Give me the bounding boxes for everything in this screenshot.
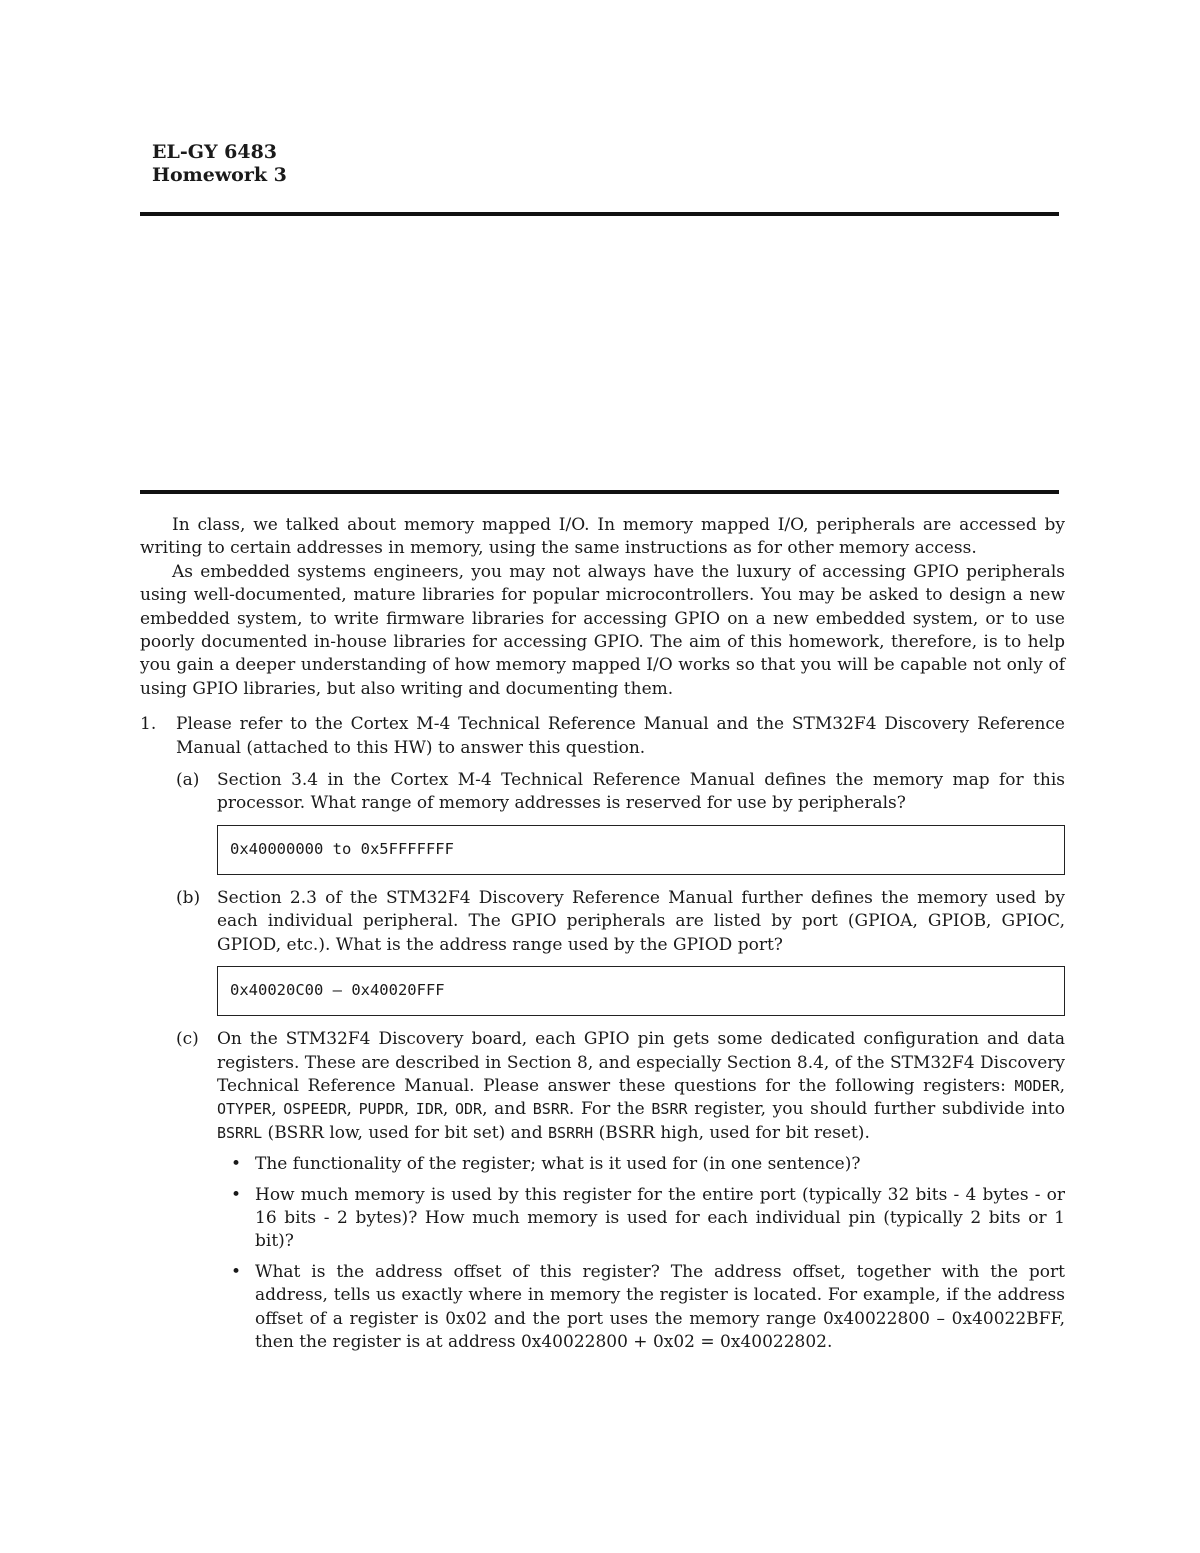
answer-box-1b bbox=[217, 966, 1065, 1016]
course-code: EL-GY 6483 bbox=[152, 141, 278, 163]
question-1-number: 1. bbox=[140, 714, 157, 735]
intro-paragraph-2: As embedded systems engineers, you may not always have the luxury of accessing GPIO peripherals using well-documented, mature libraries for popular microcontrollers. You may be asked to design a new embedded system, to write firmware libraries for accessing GPIO on a new embedded system, or to use poorly documented in-house libraries for accessing GPIO. The aim of this homework, therefore, is to help you gain a deeper understanding of how memory mapped I/O works so that you will be capable not only of using GPIO libraries, but also writing and documenting them. bbox=[140, 561, 1065, 699]
question-1c bbox=[176, 1028, 1065, 1354]
answer-box-1a bbox=[217, 825, 1065, 875]
register-bsrr: BSRR bbox=[651, 1100, 688, 1119]
question-1c-label: (c) bbox=[176, 1029, 199, 1050]
separator: , bbox=[1059, 1075, 1065, 1096]
assignment-title: Homework 3 bbox=[152, 164, 287, 186]
document-body bbox=[140, 514, 1065, 1361]
register-ospeedr: OSPEEDR bbox=[283, 1100, 347, 1119]
question-1a-label: (a) bbox=[176, 770, 200, 791]
question-1c-text-end: (BSRR high, used for bit reset). bbox=[593, 1122, 870, 1143]
register-moder: MODER bbox=[1014, 1076, 1060, 1095]
question-1b bbox=[176, 887, 1065, 1016]
separator: , bbox=[442, 1099, 455, 1120]
bottom-rule bbox=[140, 490, 1059, 494]
bullet-icon: • bbox=[231, 1184, 242, 1205]
question-1 bbox=[140, 713, 1065, 1354]
question-1c-text bbox=[217, 1028, 1065, 1145]
question-1-text: Please refer to the Cortex M-4 Technical Reference Manual and the STM32F4 Discovery Reference Manual (attached to this HW) to answer this question. bbox=[176, 714, 1065, 758]
top-rule bbox=[140, 212, 1059, 216]
separator: , and bbox=[482, 1099, 533, 1120]
list-item bbox=[217, 1184, 1065, 1254]
question-1c-bullets bbox=[217, 1153, 1065, 1354]
question-1c-text-mid: . For the bbox=[568, 1099, 652, 1120]
answer-1b: 0x40020C00 – 0x40020FFF bbox=[230, 981, 445, 1000]
bullet-text: What is the address offset of this register? The address offset, together with the port address, tells us exactly where in memory the register is located. For example, if the address offset of a register is 0x02 and the port uses the memory range 0x40022800 – 0x40022BFF, then the register is at address 0x40022800 + 0x02 = 0x40022802. bbox=[255, 1261, 1065, 1352]
question-1b-text: Section 2.3 of the STM32F4 Discovery Reference Manual further defines the memory used by each individual peripheral. The GPIO peripherals are listed by port (GPIOA, GPIOB, GPIOC, GPIOD, etc.). What is the address range used by the GPIOD port? bbox=[217, 887, 1065, 955]
register-bsrrh: BSRRH bbox=[548, 1123, 594, 1142]
bullet-text: How much memory is used by this register for the entire port (typically 32 bits - 4 bytes - or 16 bits - 2 bytes)? How much memory is used for each individual pin (typically 2 bits or 1 bit)? bbox=[255, 1184, 1065, 1252]
separator: , bbox=[271, 1099, 284, 1120]
intro-paragraph-1: In class, we talked about memory mapped I/O. In memory mapped I/O, peripherals are accessed by writing to certain addresses in memory, using the same instructions as for other memory access. bbox=[140, 515, 1065, 559]
register-pupdr: PUPDR bbox=[358, 1100, 404, 1119]
separator: , bbox=[403, 1099, 416, 1120]
question-1c-text-mid: register, you should further subdivide into bbox=[687, 1099, 1065, 1120]
document-header bbox=[152, 141, 287, 187]
separator: , bbox=[346, 1099, 359, 1120]
register-idr: IDR bbox=[415, 1100, 443, 1119]
question-1c-text-mid: (BSRR low, used for bit set) and bbox=[262, 1122, 549, 1143]
question-1a bbox=[176, 769, 1065, 875]
list-item bbox=[217, 1153, 1065, 1176]
question-1c-text-start: On the STM32F4 Discovery board, each GPIO pin gets some dedicated configuration and data registers. These are described in Section 8, and especially Section 8.4, of the STM32F4 Discovery Technical Reference Manual. Please answer these questions for the following registers: bbox=[217, 1029, 1065, 1096]
register-odr: ODR bbox=[454, 1100, 483, 1119]
register-otyper: OTYPER bbox=[217, 1100, 272, 1119]
question-1a-text: Section 3.4 in the Cortex M-4 Technical Reference Manual defines the memory map for this processor. What range of memory addresses is reserved for use by peripherals? bbox=[217, 770, 1065, 814]
bullet-icon: • bbox=[231, 1154, 242, 1175]
answer-1a: 0x40000000 to 0x5FFFFFFF bbox=[230, 840, 454, 859]
register-bsrr: BSRR bbox=[532, 1100, 569, 1119]
bullet-text: The functionality of the register; what is it used for (in one sentence)? bbox=[255, 1154, 861, 1175]
list-item bbox=[217, 1261, 1065, 1355]
register-bsrrl: BSRRL bbox=[217, 1123, 263, 1142]
question-1b-label: (b) bbox=[176, 887, 201, 908]
bullet-icon: • bbox=[231, 1261, 242, 1282]
